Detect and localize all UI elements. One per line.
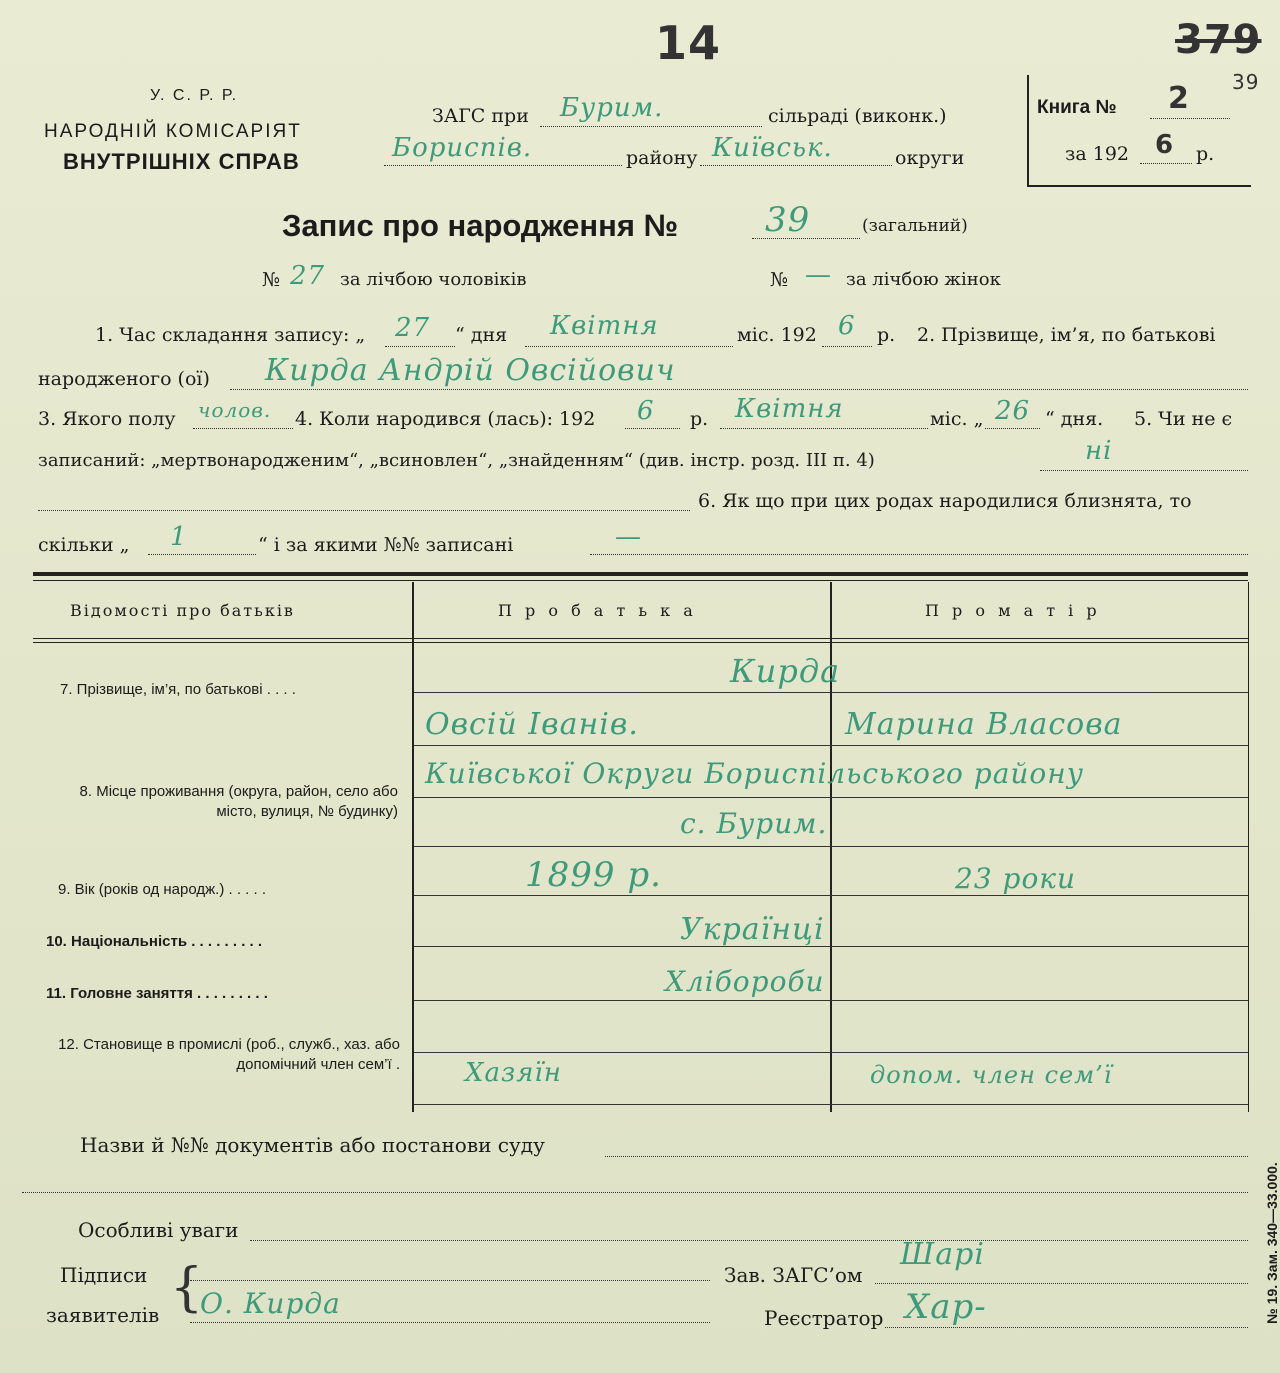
docs-label: Назви й №№ документів або постанови суду [80, 1133, 545, 1157]
row-line-2 [414, 745, 1248, 746]
docs-underline [605, 1156, 1248, 1157]
book-year-suffix: р. [1196, 143, 1215, 165]
f4-mis: міс. „ [930, 408, 984, 430]
republic-label: У. С. Р. Р. [150, 87, 239, 104]
book-number-underline [1150, 118, 1230, 119]
registrar-signature: Хар- [905, 1287, 987, 1327]
women-prefix: № [770, 269, 788, 291]
f4-r: р. [690, 408, 709, 430]
f1-month-underline [525, 346, 733, 347]
commissariat-line2: ВНУТРІШНІХ СПРАВ [63, 149, 300, 174]
signatures-underline2 [190, 1322, 710, 1323]
row10-label: 10. Національність . . . . . . . . . [46, 933, 263, 950]
zags-prefix: ЗАГС при [432, 105, 529, 127]
f4-year-underline [625, 428, 680, 429]
district-underline [384, 165, 622, 166]
zags-village-underline [540, 126, 762, 127]
registrar-underline [885, 1327, 1248, 1328]
okruha-value: Київськ. [712, 133, 833, 163]
f6-value: 1 [170, 522, 188, 552]
record-number-underline [752, 238, 860, 239]
f3-value: чолов. [198, 398, 272, 422]
district-label: району [626, 147, 698, 169]
father-village: с. Бурим. [680, 807, 828, 840]
district-value: Бориспів. [392, 133, 533, 163]
men-label: за лічбою чоловіків [340, 269, 527, 290]
women-value: — [805, 260, 832, 290]
notes-label: Особливі уваги [78, 1218, 239, 1242]
father-status: Хазяїн [465, 1058, 562, 1088]
f5-value: ні [1085, 436, 1113, 466]
f3-underline [193, 428, 293, 429]
commissariat-line1: НАРОДНІЙ КОМІСАРІЯТ [44, 121, 302, 142]
book-number: 2 [1168, 81, 1190, 116]
f4-label: 4. Коли народився (лась): 192 [295, 408, 596, 430]
table-header-mother: П р о м а т і р [925, 601, 1101, 620]
okruha-label: округи [895, 147, 965, 169]
table-header-rule [33, 638, 1248, 639]
father-residence: Київської Округи Бориспільського району [425, 757, 1084, 790]
top-pencil-mark: 14 [655, 16, 722, 70]
f4-dnya: “ дня. [1045, 408, 1104, 430]
f1-year-underline [822, 346, 872, 347]
signatures-brace: { [170, 1258, 204, 1318]
women-label: за лічбою жінок [846, 269, 1001, 290]
f6-value-underline [148, 554, 256, 555]
head-underline [875, 1283, 1248, 1284]
mother-age: 23 роки [955, 862, 1077, 895]
corner-number: 379 [1175, 17, 1262, 63]
f2-underline [230, 389, 1248, 390]
f4-year: 6 [637, 396, 655, 426]
f1-day: 27 [395, 313, 431, 343]
signatures-underline1 [190, 1280, 710, 1281]
f6-label2: скільки „ [38, 534, 130, 556]
notes-underline [250, 1240, 1248, 1241]
table-header-rule2 [33, 642, 1248, 643]
row-line-8 [414, 1052, 1248, 1053]
corner-number-small: 39 [1232, 70, 1260, 94]
record-number: 39 [765, 200, 811, 240]
f1-day-underline [385, 346, 455, 347]
row11-label: 11. Головне заняття . . . . . . . . . [46, 985, 268, 1002]
okruha-underline [700, 165, 892, 166]
book-year-prefix: за 192 [1065, 143, 1129, 165]
record-suffix: (загальний) [862, 216, 968, 236]
f4-month: Квітня [735, 394, 844, 424]
row-line-9 [414, 1104, 1248, 1105]
table-divider-1 [412, 582, 414, 1112]
row-line-4 [414, 846, 1248, 847]
zags-village-value: Бурим. [560, 93, 664, 123]
f5-label: 5. Чи не є [1134, 408, 1233, 430]
father-age: 1899 р. [525, 855, 662, 895]
row8-label: 8. Місце проживання (округа, район, село або місто, вулиця, № будинку) [79, 783, 398, 820]
f1-label: 1. Час складання запису: „ [95, 324, 366, 346]
f4-month-underline [720, 428, 928, 429]
zags-suffix: сільраді (виконк.) [768, 105, 947, 127]
book-label: Книга № [1037, 97, 1117, 118]
book-year-underline [1140, 163, 1192, 164]
book-box [1027, 75, 1251, 187]
f1-month: Квітня [550, 311, 659, 341]
signatures-label1: Підписи [60, 1263, 148, 1287]
f2-label2: народженого (ої) [38, 368, 210, 390]
row9-label: 9. Вік (років од народж.) . . . . . [58, 881, 266, 898]
nationality: Українці [680, 912, 825, 947]
row-line-6 [414, 946, 1248, 947]
row-line-3 [414, 797, 1248, 798]
occupation: Хлібороби [665, 965, 825, 998]
print-stamp [1262, 1125, 1280, 1365]
f6-label: 6. Як що при цих родах народилися близнята, то [698, 490, 1192, 512]
applicant-signature: О. Кирда [200, 1287, 341, 1320]
f6-underline [590, 554, 1248, 555]
row-line-5 [414, 895, 1248, 896]
docs-underline2 [22, 1192, 1248, 1193]
table-right-edge [1248, 582, 1249, 1112]
f1-r: р. [877, 324, 896, 346]
record-title: Запис про народження № [282, 208, 679, 243]
book-year-digit: 6 [1155, 130, 1175, 160]
f3-label: 3. Якого полу [38, 408, 176, 430]
mother-name: Марина Власова [845, 707, 1123, 742]
table-top-rule [33, 572, 1248, 576]
row-line-1 [414, 692, 1248, 693]
f1-year: 6 [838, 311, 856, 341]
print-stamp-text: № 19. Зам. 340—33.000. [1264, 1162, 1280, 1324]
mother-status: допом. член сем’ї [870, 1061, 1113, 1089]
f6-value2: — [615, 522, 642, 552]
f5-label2: записаний: „мертвонародженим“, „всиновлен“, „знайденням“ (див. інстр. розд. III п. 4) [38, 450, 875, 471]
f6-blank-line [38, 510, 690, 511]
f2-value: Кирда Андрій Овсійович [265, 353, 676, 388]
f1-year-label: міс. 192 [737, 324, 817, 346]
f1-mid: “ дня [455, 324, 508, 346]
table-top-rule2 [33, 580, 1248, 581]
head-signature: Шарі [900, 1237, 985, 1272]
row12-label: 12. Становище в промислі (роб., служб., хаз. або допомічний член сем’ї . [58, 1036, 400, 1073]
signatures-label2: заявителів [46, 1303, 160, 1327]
f4-day: 26 [995, 396, 1031, 426]
f6-label3: “ і за якими №№ записані [258, 534, 514, 556]
f5-underline [1040, 470, 1248, 471]
father-surname: Кирда [730, 652, 841, 690]
row-line-7 [414, 1000, 1248, 1001]
father-name: Овсій Іванів. [425, 707, 639, 742]
f2-label: 2. Прізвище, ім’я, по батькові [917, 324, 1216, 346]
men-value: 27 [290, 261, 326, 291]
f4-day-underline [985, 428, 1040, 429]
registrar-label: Реєстратор [764, 1306, 884, 1330]
head-label: Зав. ЗАГС’ом [724, 1263, 863, 1287]
row7-label: 7. Прізвище, ім’я, по батькові . . . . [60, 681, 296, 698]
table-header-info: Відомості про батьків [70, 601, 295, 620]
table-header-father: П р о б а т ь к а [498, 601, 697, 620]
men-prefix: № [262, 269, 280, 291]
